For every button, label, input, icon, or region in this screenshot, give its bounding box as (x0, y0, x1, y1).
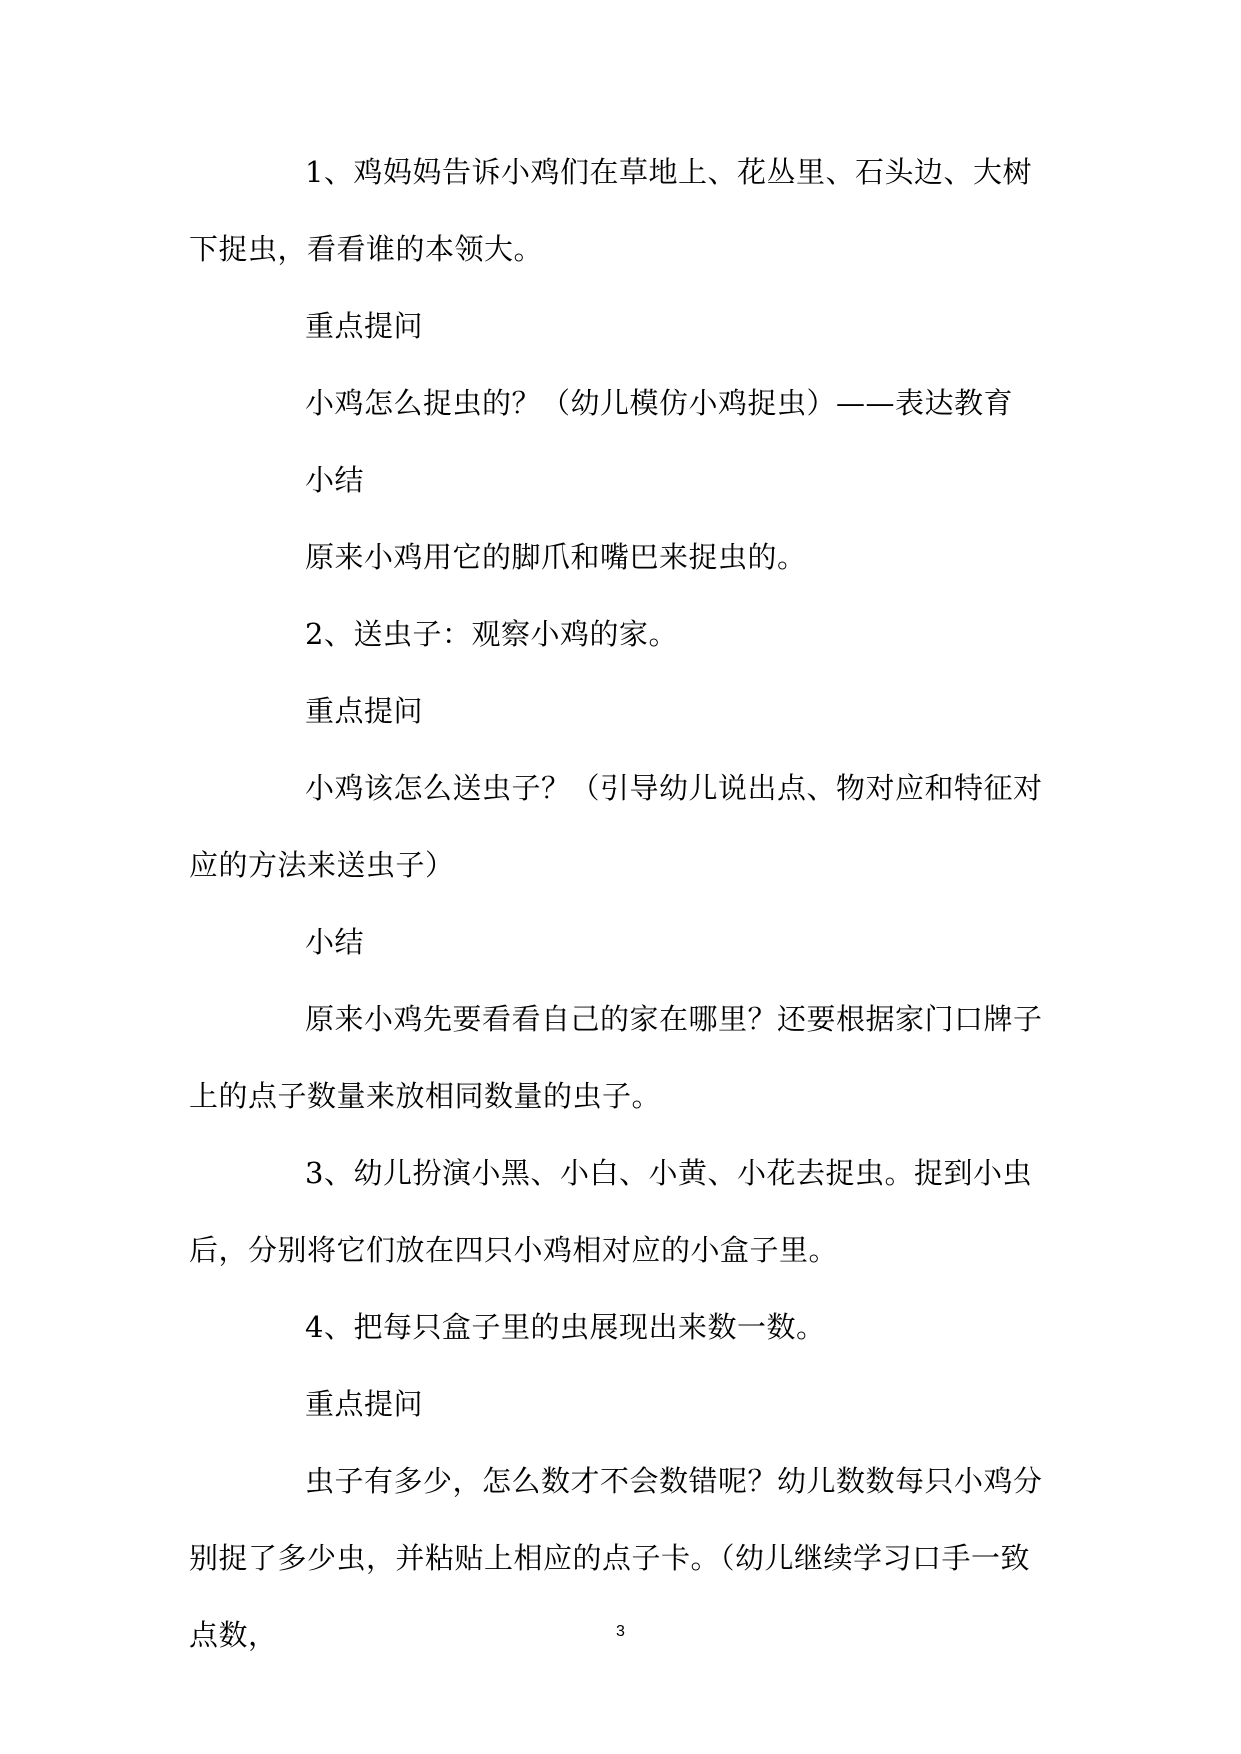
paragraph-step-2: 2、送虫子：观察小鸡的家。 (305, 617, 678, 651)
paragraph-summary-heading: 小结 (305, 463, 365, 497)
paragraph-summary-catch: 原来小鸡用它的脚爪和嘴巴来捉虫的。 (305, 540, 807, 574)
paragraph-key-question-heading-2: 重点提问 (305, 694, 424, 728)
page-number: 3 (616, 1623, 625, 1640)
paragraph-step-4: 4、把每只盒子里的虫展现出来数一数。 (305, 1310, 826, 1344)
paragraph-question-count: 虫子有多少，怎么数才不会数错呢？幼儿数数每只小鸡分别捉了多少虫，并粘贴上相应的点子卡。（幼儿继续学习口手一致点数， (189, 1464, 1043, 1652)
paragraph-step-1: 1、鸡妈妈告诉小鸡们在草地上、花丛里、石头边、大树下捉虫，看看谁的本领大。 (189, 155, 1032, 266)
paragraph-summary-heading-2: 小结 (305, 925, 365, 959)
paragraph-step-3: 3、幼儿扮演小黑、小白、小黄、小花去捉虫。捉到小虫后，分别将它们放在四只小鸡相对应的小盒子里。 (189, 1156, 1032, 1267)
paragraph-question-catch: 小鸡怎么捉虫的？（幼儿模仿小鸡捉虫）——表达教育 (305, 386, 1014, 420)
paragraph-key-question-heading: 重点提问 (305, 309, 424, 343)
paragraph-key-question-heading-3: 重点提问 (305, 1387, 424, 1421)
paragraph-summary-deliver: 原来小鸡先要看看自己的家在哪里？还要根据家门口牌子上的点子数量来放相同数量的虫子。 (189, 1002, 1043, 1113)
paragraph-question-deliver: 小鸡该怎么送虫子？（引导幼儿说出点、物对应和特征对应的方法来送虫子） (189, 771, 1043, 882)
